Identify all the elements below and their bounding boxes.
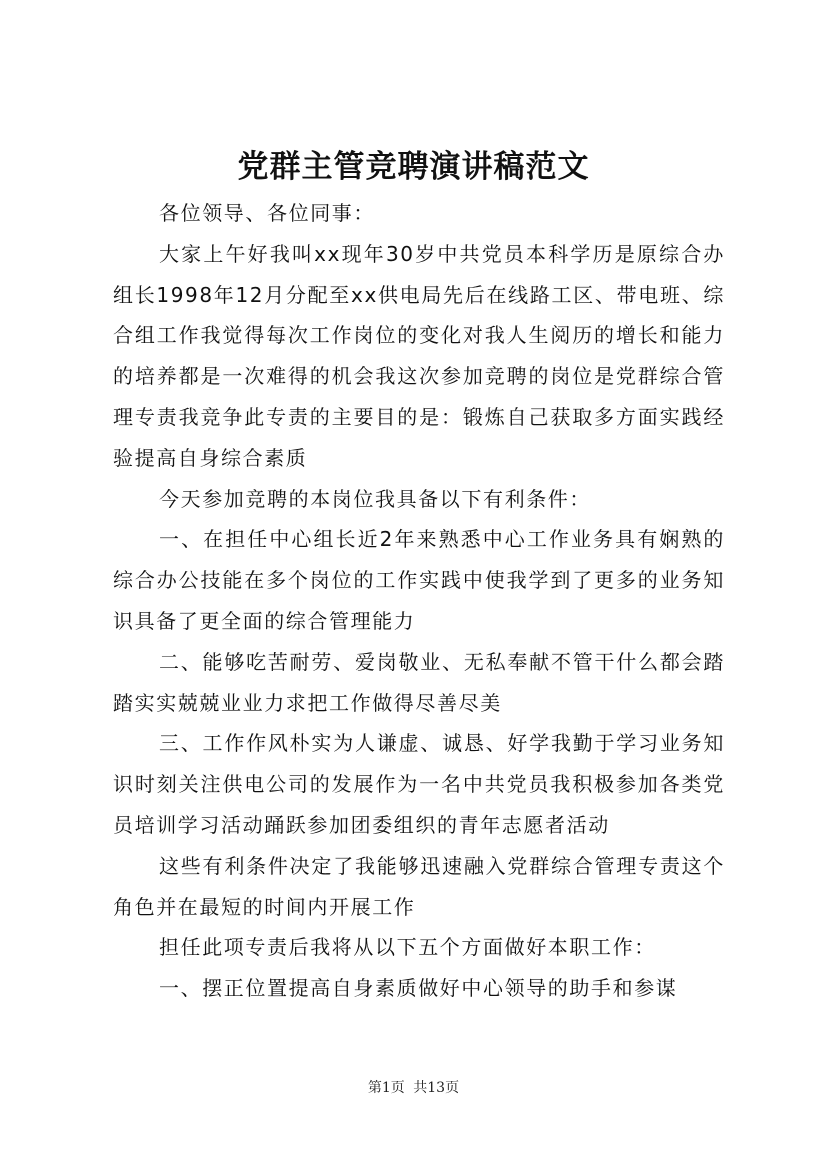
document-title: 党群主管竞聘演讲稿范文: [237, 149, 590, 185]
paragraph-greeting: 各位领导、各位同事：: [159, 201, 375, 225]
paragraph-condition-one: 一、在担任中心组长近2年来熟悉中心工作业务具有娴熟的综合办公技能在多个岗位的工作实践中使我学到了更多的业务知识具备了更全面的综合管理能力: [113, 527, 725, 633]
total-pages: 共13页: [413, 1080, 460, 1096]
paragraph-condition-three: 三、工作作风朴实为人谦虚、诚恳、好学我勤于学习业务知识时刻关注供电公司的发展作为一名中共党员我积极参加各类党员培训学习活动踊跃参加团委组织的青年志愿者活动: [113, 731, 725, 837]
paragraph-introduction: 大家上午好我叫xx现年30岁中共党员本科学历是原综合办组长1998年12月分配至xx供电局先后在线路工区、带电班、综合组工作我觉得每次工作岗位的变化对我人生阅历的增长和能力的培养都是一次难得的机会我这次参加竞聘的岗位是党群综合管理专责我竞争此专责的主要目的是：锻炼自己获取多方面实践经验提高自身综合素质: [113, 241, 725, 470]
page-footer: [0, 1078, 827, 1098]
paragraph-conditions-summary: 这些有利条件决定了我能够迅速融入党群综合管理专责这个角色并在最短的时间内开展工作: [113, 853, 725, 919]
paragraph-condition-two: 二、能够吃苦耐劳、爱岗敬业、无私奉献不管干什么都会踏踏实实兢兢业业力求把工作做得尽善尽美: [113, 649, 725, 715]
paragraph-plan-heading: 担任此项专责后我将从以下五个方面做好本职工作：: [159, 935, 656, 960]
paragraph-conditions-heading: 今天参加竞聘的本岗位我具备以下有利条件：: [159, 486, 591, 511]
document-body: [113, 193, 725, 1009]
page-number: 第1页: [367, 1080, 405, 1096]
paragraph-plan-one: 一、摆正位置提高自身素质做好中心领导的助手和参谋: [159, 976, 678, 1001]
